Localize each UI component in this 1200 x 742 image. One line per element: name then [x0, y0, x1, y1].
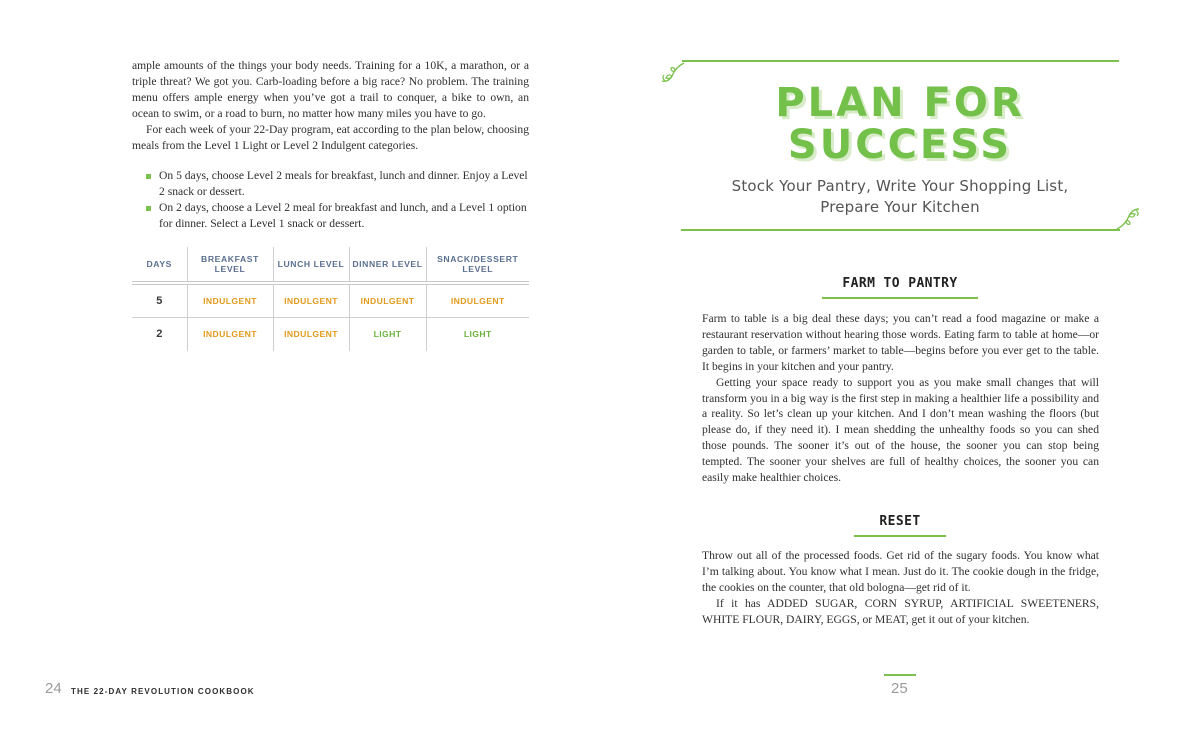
cell-days: 5	[156, 294, 163, 307]
cell-level: INDULGENT	[426, 283, 529, 317]
header-breakfast-level: BREAKFAST LEVEL	[187, 247, 273, 283]
intro-paragraph: For each week of your 22-Day program, eat according to the plan below, choosing meals from the Level 1 Light or Level 2 Indulgent categories.	[132, 122, 529, 152]
section-heading-reset: RESET	[879, 514, 921, 529]
page-number-left: 24	[45, 680, 62, 697]
page-number-right: 25	[891, 680, 908, 697]
plan-bullet	[132, 168, 529, 200]
chapter-title-line: SUCCESS	[787, 122, 1013, 168]
table-row	[132, 317, 529, 351]
plan-bullet-text: On 2 days, choose a Level 2 meal for breakfast and lunch, and a Level 1 option for dinner. Select a Level 1 snack or dessert.	[159, 200, 527, 230]
section-rule	[822, 297, 978, 299]
folio-rule	[884, 674, 916, 676]
header-lunch-level: LUNCH LEVEL	[273, 247, 349, 283]
table-header-row	[132, 247, 529, 283]
cell-level: LIGHT	[426, 317, 529, 351]
section-body-reset	[702, 548, 1099, 628]
banner-bottom-rule	[681, 229, 1120, 231]
plan-bullet-text: On 5 days, choose Level 2 meals for breakfast, lunch and dinner. Enjoy a Level 2 snack or dessert.	[159, 169, 528, 198]
bullet-square-icon	[146, 174, 151, 179]
body-paragraph: If it has ADDED SUGAR, CORN SYRUP, ARTIFICIAL SWEETENERS, WHITE FLOUR, DAIRY, EGGS, or MEAT, get it out of your kitchen.	[702, 596, 1099, 626]
cell-level: INDULGENT	[273, 317, 349, 351]
chapter-title-line: PLAN FOR	[775, 80, 1025, 126]
intro-paragraph: ample amounts of the things your body needs. Training for a 10K, a marathon, or a triple threat? We got you. Carb-loading before a big race? No problem. The training menu offers ample energy when you’ve got a trail to conquer, a bike to own, an ocean to swim, or a road to burn, no matter how many miles you have to go.	[132, 59, 529, 120]
cell-level: INDULGENT	[273, 283, 349, 317]
vine-sprig-icon	[660, 62, 686, 84]
header-days: DAYS	[146, 259, 172, 269]
vine-sprig-icon	[1115, 206, 1141, 230]
running-head: THE 22-DAY REVOLUTION COOKBOOK	[71, 687, 255, 696]
cell-days: 2	[156, 328, 163, 341]
right-page	[600, 0, 1200, 742]
section-heading-farm-to-pantry: FARM TO PANTRY	[842, 276, 958, 291]
intro-text	[132, 58, 529, 153]
body-paragraph: Throw out all of the processed foods. Get rid of the sugary foods. You know what I’m talking about. You know what I mean. Just do it. The cookie dough in the fridge, the cookies on the counter, that old bologna—get rid of it.	[702, 549, 1099, 594]
bullet-square-icon	[146, 206, 151, 211]
header-dinner-level: DINNER LEVEL	[349, 247, 426, 283]
cell-level: INDULGENT	[187, 283, 273, 317]
plan-bullet	[132, 200, 529, 232]
chapter-subtitle	[680, 176, 1120, 218]
plan-bullet-list	[132, 168, 529, 232]
section-body-farm-to-pantry	[702, 311, 1099, 486]
meal-plan-table	[132, 247, 529, 351]
section-rule	[854, 535, 946, 537]
header-snack-dessert-level: SNACK/DESSERT LEVEL	[426, 247, 529, 283]
table-row	[132, 283, 529, 317]
cell-level: LIGHT	[349, 317, 426, 351]
banner-top-rule	[682, 60, 1119, 62]
cell-level: INDULGENT	[349, 283, 426, 317]
body-paragraph: Getting your space ready to support you as you make small changes that will transform you in a big way is the first step in making a healthier life a possibility and a reality. So let’s clean up your kitchen. And I don’t mean washing the floors (but please do, if they need it). I mean shedding the unhealthy foods so you can shed those pounds. The sooner it’s out of the house, the sooner you can stop being tempted. The sooner your shelves are full of healthy choices, the sooner you can easily make healthier choices.	[702, 375, 1099, 485]
chapter-title	[680, 82, 1120, 166]
chapter-subtitle-line: Prepare Your Kitchen	[820, 198, 980, 216]
body-paragraph: Farm to table is a big deal these days; you can’t read a food magazine or make a restaurant reservation without hearing those words. Eating farm to table at home—or garden to table, or farmers’ market to table—begins before you ever get to the table. It begins in your kitchen and your pantry.	[702, 312, 1099, 373]
cell-level: INDULGENT	[187, 317, 273, 351]
chapter-subtitle-line: Stock Your Pantry, Write Your Shopping List,	[731, 177, 1069, 195]
